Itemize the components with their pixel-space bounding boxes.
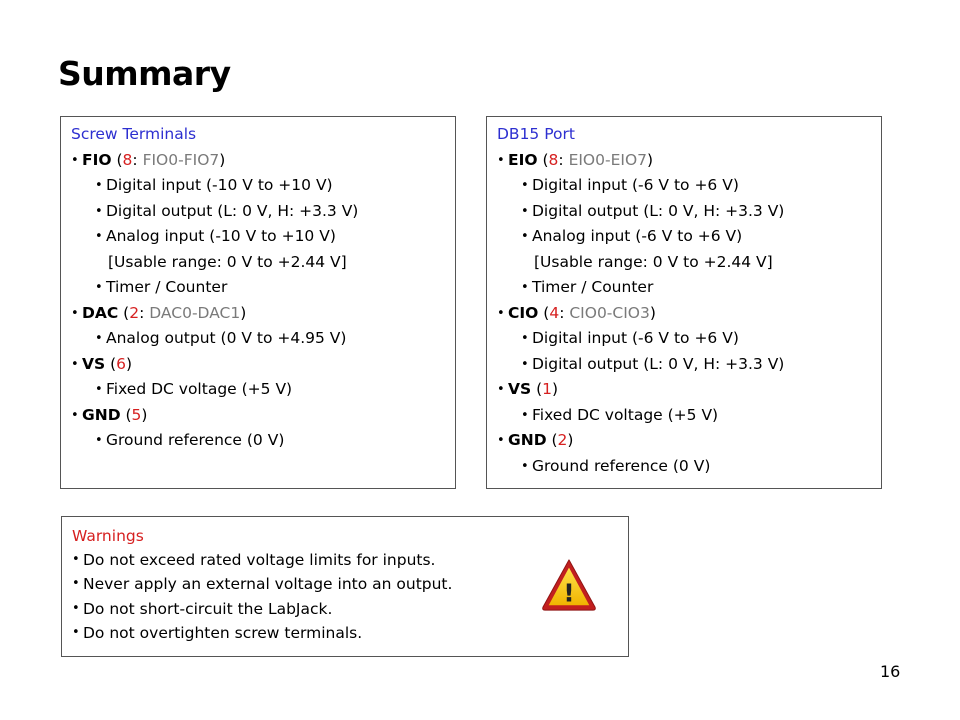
fio-open: ( xyxy=(111,150,123,169)
dac-colon: : xyxy=(139,303,150,322)
eio-item: • Digital output (L: 0 V, H: +3.3 V) xyxy=(497,199,875,225)
vs-close: ) xyxy=(126,354,133,373)
cio-count: 4 xyxy=(549,303,560,322)
vs-count: 6 xyxy=(116,354,127,373)
vs-open: ( xyxy=(105,354,117,373)
gnd-name: GND xyxy=(82,405,121,424)
warning-item: • Do not exceed rated voltage limits for inputs. xyxy=(72,548,622,572)
fio-usable-range: [Usable range: 0 V to +2.44 V] xyxy=(108,252,347,271)
gnd-item: • Ground reference (0 V) xyxy=(497,454,875,480)
page-number: 16 xyxy=(880,662,901,681)
cio-range: CIO0-CIO3 xyxy=(569,303,650,322)
cio-colon: : xyxy=(559,303,570,322)
gnd-entry xyxy=(71,403,449,429)
gnd-open: ( xyxy=(120,405,132,424)
fio-item: • Analog input (-10 V to +10 V) xyxy=(71,224,449,250)
eio-close: ) xyxy=(647,150,654,169)
fio-name: FIO xyxy=(82,150,112,169)
eio-item: • Analog input (-6 V to +6 V) xyxy=(497,224,875,250)
eio-open: ( xyxy=(537,150,549,169)
gnd-close: ) xyxy=(567,431,574,449)
cio-item: • Digital output (L: 0 V, H: +3.3 V) xyxy=(497,352,875,378)
eio-item: • Digital input (-6 V to +6 V) xyxy=(497,173,875,199)
dac-range: DAC0-DAC1 xyxy=(149,303,241,322)
screw-terminals-panel xyxy=(60,116,456,489)
warning-glyph: ! xyxy=(563,578,575,608)
dac-count: 2 xyxy=(129,303,140,322)
dac-item: • Analog output (0 V to +4.95 V) xyxy=(71,326,449,352)
db15-port-heading: DB15 Port xyxy=(497,125,575,143)
gnd-open: ( xyxy=(546,431,558,449)
eio-range: EIO0-EIO7 xyxy=(568,150,648,169)
dac-entry xyxy=(71,301,449,327)
vs-open: ( xyxy=(531,380,543,398)
eio-item: • Timer / Counter xyxy=(497,275,875,301)
db15-port-panel xyxy=(486,116,882,489)
vs-entry xyxy=(497,377,875,403)
gnd-entry xyxy=(497,428,875,454)
screw-terminals-heading: Screw Terminals xyxy=(71,125,197,143)
warning-icon xyxy=(540,556,598,614)
cio-name: CIO xyxy=(508,303,539,322)
fio-item: • Digital output (L: 0 V, H: +3.3 V) xyxy=(71,199,449,225)
vs-name: VS xyxy=(508,380,532,398)
vs-name: VS xyxy=(82,354,106,373)
cio-entry xyxy=(497,301,875,327)
eio-usable-range: [Usable range: 0 V to +2.44 V] xyxy=(534,252,773,271)
page-title: Summary xyxy=(58,54,231,93)
gnd-close: ) xyxy=(141,405,148,424)
warning-item: • Never apply an external voltage into an output. xyxy=(72,572,622,596)
eio-colon: : xyxy=(558,150,569,169)
gnd-count: 5 xyxy=(131,405,142,424)
dac-open: ( xyxy=(118,303,130,322)
cio-open: ( xyxy=(538,303,550,322)
eio-entry xyxy=(497,148,875,174)
fio-range: FIO0-FIO7 xyxy=(142,150,220,169)
fio-count: 8 xyxy=(122,150,133,169)
fio-item: • Digital input (-10 V to +10 V) xyxy=(71,173,449,199)
fio-colon: : xyxy=(132,150,143,169)
dac-name: DAC xyxy=(82,303,119,322)
cio-item: • Digital input (-6 V to +6 V) xyxy=(497,326,875,352)
eio-name: EIO xyxy=(508,150,538,169)
warnings-heading: Warnings xyxy=(72,527,144,545)
vs-count: 1 xyxy=(542,380,553,398)
vs-close: ) xyxy=(552,380,559,398)
fio-entry xyxy=(71,148,449,174)
vs-item: • Fixed DC voltage (+5 V) xyxy=(497,403,875,429)
gnd-name: GND xyxy=(508,431,547,449)
dac-close: ) xyxy=(240,303,247,322)
gnd-item: • Ground reference (0 V) xyxy=(71,428,449,454)
fio-close: ) xyxy=(219,150,226,169)
warning-item: • Do not short-circuit the LabJack. xyxy=(72,597,622,621)
gnd-count: 2 xyxy=(557,431,568,449)
vs-item: • Fixed DC voltage (+5 V) xyxy=(71,377,449,403)
eio-count: 8 xyxy=(548,150,559,169)
warning-item: • Do not overtighten screw terminals. xyxy=(72,621,622,645)
fio-item: • Timer / Counter xyxy=(71,275,449,301)
vs-entry xyxy=(71,352,449,378)
cio-close: ) xyxy=(649,303,656,322)
